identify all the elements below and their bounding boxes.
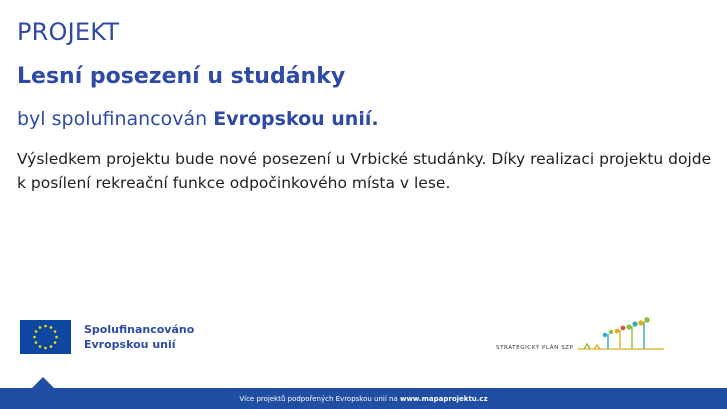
strategic-plan-text: STRATEGICKÝ PLÁN SZP (496, 345, 574, 351)
eu-star-icon (39, 326, 42, 329)
eu-star-icon (44, 347, 47, 350)
cofinanced-eu: Evropskou unií. (213, 108, 379, 130)
eu-star-icon (35, 330, 38, 333)
eu-star-icon (54, 341, 57, 344)
eu-star-icon (50, 326, 53, 329)
eu-cofinanced-logo (20, 320, 194, 354)
strategic-plan-logo (496, 316, 668, 356)
eu-star-icon (55, 336, 58, 339)
eu-star-icon (33, 336, 36, 339)
footer-link[interactable]: www.mapaprojektu.cz (400, 394, 488, 403)
eu-logo-line1: Spolufinancováno (84, 323, 195, 336)
eu-flag-icon (20, 320, 71, 354)
project-title: Lesní posezení u studánky (17, 64, 346, 89)
cofinanced-line (17, 108, 379, 130)
footer-bar (0, 388, 727, 409)
cofinanced-prefix: byl spolufinancován (17, 108, 214, 130)
eu-star-icon (35, 341, 38, 344)
project-description: Výsledkem projektu bude nové posezení u Vrbické studánky. Díky realizaci projektu dojde k posílení rekreační funkce odpočinkového místa v lese. (17, 150, 712, 192)
footer-notch (32, 377, 54, 388)
eu-star-icon (44, 325, 47, 328)
eu-star-icon (50, 345, 53, 348)
eu-star-icon (39, 345, 42, 348)
eu-logo-text (84, 322, 194, 352)
footer-text: Více projektů podpořených Evropskou unií na (239, 394, 398, 403)
project-label: PROJEKT (17, 18, 120, 46)
plants-icon (574, 316, 668, 356)
eu-star-icon (54, 330, 57, 333)
eu-logo-line2: Evropskou unií (84, 338, 176, 351)
